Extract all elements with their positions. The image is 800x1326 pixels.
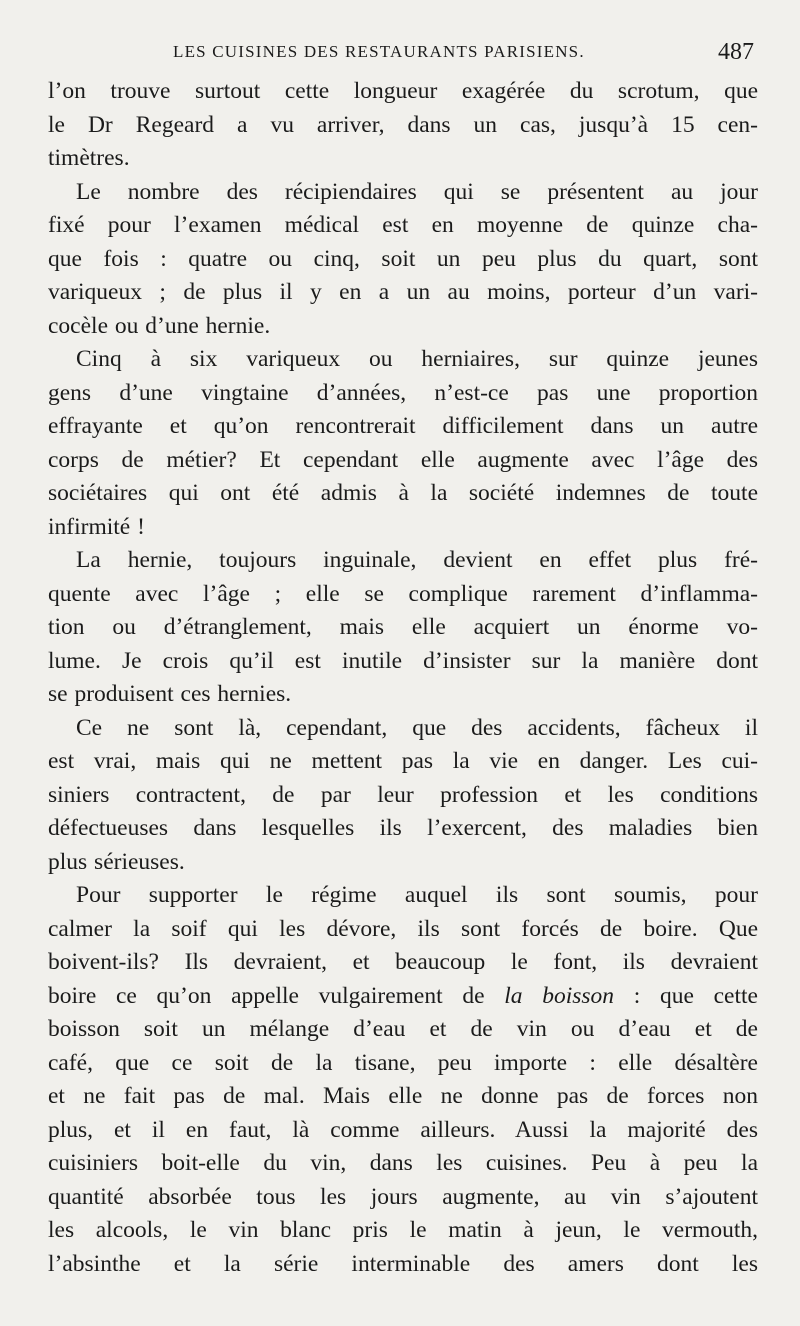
text-line: l’absinthe et la série interminable des amers dont les: [48, 1250, 758, 1277]
text-segment: : que cette: [614, 982, 758, 1009]
italic-term: la boisson: [504, 982, 615, 1009]
text-line: [48, 980, 758, 1014]
text-line: cuisiniers boit-elle du vin, dans les cuisines. Peu à peu la: [48, 1150, 758, 1176]
text-line: variqueux ; de plus il y en a un au moins, porteur d’un vari-: [48, 279, 758, 305]
text-line: infirmité !: [48, 513, 145, 540]
text-line: Le nombre des récipiendaires qui se présentent au jour: [76, 178, 758, 205]
running-title: LES CUISINES DES RESTAURANTS PARISIENS.: [173, 42, 585, 61]
text-line: boivent-ils? Ils devraient, et beaucoup le font, ils devraient: [48, 949, 758, 975]
text-line: se produisent ces hernies.: [48, 681, 292, 707]
text-line: le Dr Regeard a vu arriver, dans un cas, jusqu’à 15 cen-: [48, 111, 758, 138]
page-number: 487: [718, 39, 754, 65]
text-line: siniers contractent, de par leur profession et les conditions: [48, 781, 758, 808]
text-line: est vrai, mais qui ne mettent pas la vie en danger. Les cui-: [48, 748, 758, 774]
running-head: [48, 38, 760, 66]
body-text: [48, 75, 758, 1281]
text-line: sociétaires qui ont été admis à la société indemnes de toute: [48, 480, 758, 506]
text-line: calmer la soif qui les dévore, ils sont forcés de boire. Que: [48, 915, 758, 942]
text-line: quente avec l’âge ; elle se complique rarement d’inflamma-: [48, 580, 758, 607]
text-line: tion ou d’étranglement, mais elle acquiert un énorme vo-: [48, 614, 758, 640]
text-line: cocèle ou d’une hernie.: [48, 312, 271, 339]
text-line: corps de métier? Et cependant elle augmente avec l’âge des: [48, 446, 758, 473]
text-line: La hernie, toujours inguinale, devient en effet plus fré-: [76, 547, 758, 573]
text-line: café, que ce soit de la tisane, peu importe : elle désaltère: [48, 1049, 758, 1076]
text-line: plus sérieuses.: [48, 848, 185, 875]
text-line: et ne fait pas de mal. Mais elle ne donne pas de forces non: [48, 1083, 758, 1109]
text-line: défectueuses dans lesquelles ils l’exercent, des maladies bien: [48, 815, 758, 841]
text-line: lume. Je crois qu’il est inutile d’insister sur la manière dont: [48, 647, 758, 674]
text-line: Ce ne sont là, cependant, que des accidents, fâcheux il: [76, 714, 758, 741]
text-line: gens d’une vingtaine d’années, n’est-ce pas une proportion: [48, 379, 758, 406]
text-line: quantité absorbée tous les jours augmente, au vin s’ajoutent: [48, 1183, 758, 1210]
text-line: Cinq à six variqueux ou herniaires, sur quinze jeunes: [76, 346, 758, 372]
text-line: effrayante et qu’on rencontrerait difficilement dans un autre: [48, 413, 758, 439]
text-line: plus, et il en faut, là comme ailleurs. Aussi la majorité des: [48, 1116, 758, 1143]
text-line: l’on trouve surtout cette longueur exagérée du scrotum, que: [48, 78, 758, 104]
text-line: Pour supporter le régime auquel ils sont soumis, pour: [76, 882, 758, 908]
text-line: boisson soit un mélange d’eau et de vin ou d’eau et de: [48, 1016, 758, 1042]
text-segment: boire ce qu’on appelle vulgairement de: [48, 982, 505, 1009]
text-line: que fois : quatre ou cinq, soit un peu plus du quart, sont: [48, 245, 758, 272]
text-line: fixé pour l’examen médical est en moyenne de quinze cha-: [48, 212, 758, 238]
text-line: les alcools, le vin blanc pris le matin à jeun, le vermouth,: [48, 1217, 758, 1243]
text-line: timètres.: [48, 145, 130, 171]
